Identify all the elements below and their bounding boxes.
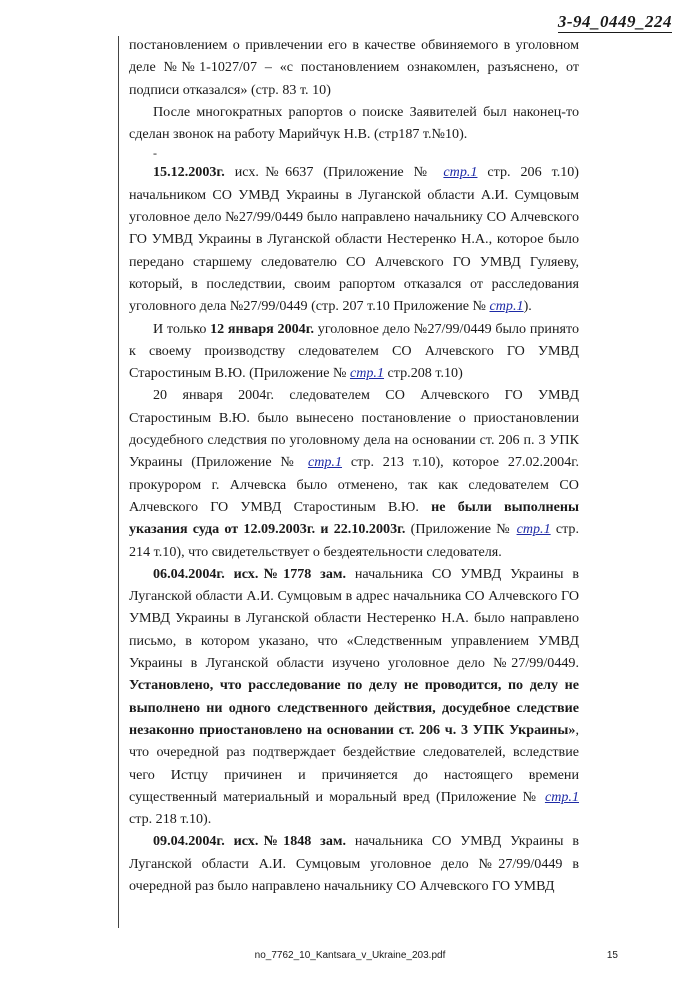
bold-text: Установлено, что расследование по делу не проводится, по делу не выполнено ни одного следственного действия, досудебное следствие незаконно приостановлено на основании ст. 206 ч. 3 УПК Украины» bbox=[129, 677, 579, 738]
paragraph-continuation bbox=[129, 34, 579, 101]
left-margin-rule bbox=[118, 36, 119, 928]
paragraph-12-01-2004 bbox=[129, 318, 579, 385]
footer-page-number: 15 bbox=[606, 950, 618, 961]
appendix-link[interactable]: стр.1 bbox=[443, 164, 478, 181]
bold-text: 09.04.2004г. исх.№1848 зам. bbox=[153, 833, 347, 850]
paragraph-09-04-2004 bbox=[129, 830, 579, 897]
text-run: 20 января 2004г. следователем СО Алчевского ГО УМВД Старостиным В.Ю. было вынесено постановление о приостановлении досудебного следствия по уголовному дела на основании ст. 206 п. 3 УПК Украины (Приложение № bbox=[129, 387, 579, 471]
footer-filename: no_7762_10_Kantsara_v_Ukraine_203.pdf bbox=[254, 950, 446, 961]
text-run: начальника СО УМВД Украины в Луганской области А.И. Сумцовым в адрес начальника СО Алчевского ГО УМВД Украины в Луганской области Нестеренко Н.А. было направлено письмо, в котором указано, что «Следственным управлением УМВД Украины в Луганской области изучено уголовное дело №27/99/0449. bbox=[129, 565, 580, 672]
text-run: (Приложение № bbox=[405, 521, 517, 538]
text-run: уголовное дело №27/99/0449 было принято к своему производству следователем СО Алчевского ГО УМВД Старостиным В.Ю. (Приложение № bbox=[129, 320, 580, 382]
paragraph-15-12-2003 bbox=[129, 161, 579, 317]
paragraph-06-04-2004 bbox=[129, 563, 579, 831]
appendix-link[interactable]: стр.1 bbox=[544, 788, 579, 805]
text-run: стр. 218 т.10). bbox=[129, 811, 212, 828]
bold-text: 06.04.2004г. исх.№1778 зам. bbox=[153, 565, 347, 582]
paragraph-text: постановлением о привлечении его в качестве обвиняемого в уголовном деле №№1-1027/07 – «с постановлением ознакомлен, разъяснено, от подписи отказался» (стр. 83 т. 10) bbox=[129, 37, 579, 98]
text-run: стр. 206 т.10) начальником СО УМВД Украины в Луганской области А.И. Сумцовым уголовное дело №27/99/0449 было направлено начальнику СО Алчевского ГО УМВД Украины в Луганской области Нестеренко Н.А., которое было передано старшему следователю СО Алчевского ГО УМВД Гуляеву, который, в последствии, своим рапортом отказался от расследования уголовного дела №27/99/0449 (стр. 207 т.10 Приложение № bbox=[129, 164, 580, 315]
separator-mark: - bbox=[153, 146, 157, 161]
appendix-link[interactable]: стр.1 bbox=[349, 365, 385, 382]
document-body bbox=[129, 34, 579, 897]
text-run: стр. 214 т.10), что свидетельствует о бездеятельности следователя. bbox=[129, 521, 579, 560]
appendix-link[interactable]: стр.1 bbox=[516, 521, 551, 538]
appendix-link[interactable]: стр.1 bbox=[307, 454, 343, 471]
paragraph-text: После многократных рапортов о поиске Заявителей был наконец-то сделан звонок на работу Марийчук Н.В. (стр187 т.№10). bbox=[129, 103, 579, 143]
date-bold: 12 января 2004г. bbox=[210, 320, 315, 337]
paragraph-gap bbox=[129, 145, 579, 161]
text-run: начальника СО УМВД Украины в Луганской области А.И. Сумцовым уголовное дело №27/99/0449 в очередной раз было направлено начальнику СО Алчевского ГО УМВД bbox=[129, 833, 580, 894]
date-bold: 15.12.2003г. bbox=[153, 164, 225, 181]
text-run: исх.№6637 (Приложение № bbox=[224, 164, 444, 181]
text-run: стр. 213 т.10), которое 27.02.2004г. прокурором г. Алчевска было отменено, так как следователем СО Алчевского ГО УМВД Старостиным В.Ю. bbox=[129, 454, 579, 515]
text-run: , что очередной раз подтверждает бездействие следователей, вследствие чего Истцу причинен и причиняется до настоящего времени существенный материальный и моральный вред (Приложение № bbox=[129, 721, 579, 805]
text-run: стр.208 т.10) bbox=[384, 365, 463, 382]
appendix-link[interactable]: стр.1 bbox=[489, 298, 524, 315]
text-run: И только bbox=[153, 320, 211, 337]
bold-text: не были выполнены указания суда от 12.09.2003г. и 22.10.2003г. bbox=[129, 498, 579, 538]
paragraph-20-01-2004 bbox=[129, 384, 579, 562]
paragraph-call-to-work bbox=[129, 101, 579, 146]
text-run: ). bbox=[523, 298, 532, 315]
case-code-header: 3-94_0449_224 bbox=[557, 12, 672, 31]
